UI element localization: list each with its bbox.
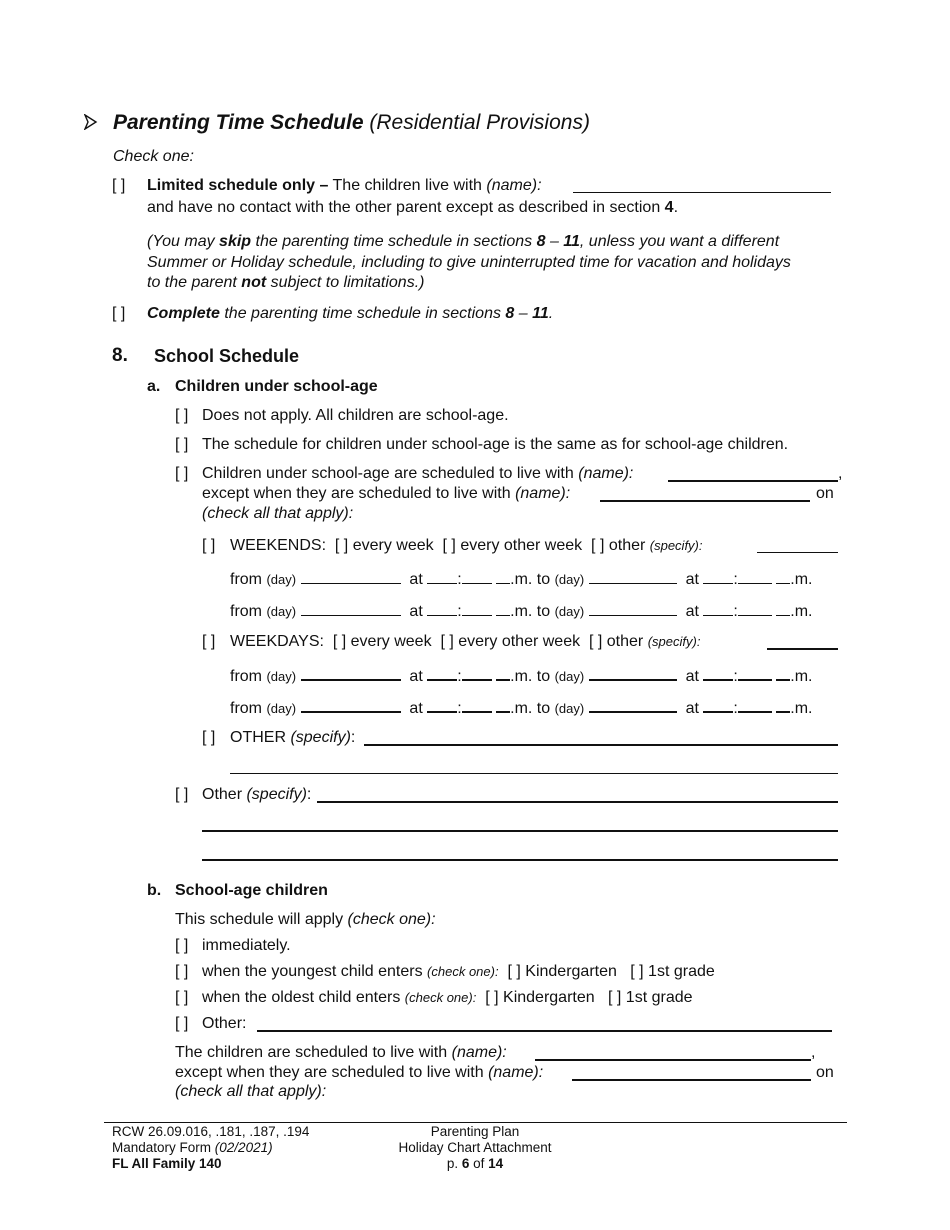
b-immediately-label: immediately. — [202, 937, 291, 954]
b-youngest-row: when the youngest child enters (check one): [ ] Kindergarten [ ] 1st grade — [202, 963, 715, 980]
a-opt3-checkbox[interactable]: [ ] — [175, 465, 189, 482]
a-opt1-checkbox[interactable]: [ ] — [175, 407, 189, 424]
b-oldest-row: when the oldest child enters (check one): [ ] Kindergarten [ ] 1st grade — [202, 989, 693, 1006]
weekdays-from-day-1[interactable] — [301, 664, 401, 681]
weekdays-other-checkbox[interactable]: [ ] — [588, 633, 603, 650]
b-except-text: except when they are scheduled to live with (name): — [175, 1064, 544, 1081]
weekends-to-min-1[interactable] — [738, 568, 772, 584]
weekdays-other-field[interactable] — [767, 648, 838, 650]
weekends-to-hour-1[interactable] — [703, 568, 733, 584]
a-opt1-label: Does not apply. All children are school-age. — [202, 407, 509, 424]
weekdays-from-min-1[interactable] — [462, 664, 492, 681]
a-other-checkbox[interactable]: [ ] — [175, 786, 189, 803]
footer-form-id: FL All Family 140 — [112, 1156, 222, 1172]
weekends-to-min-2[interactable] — [738, 600, 772, 616]
footer-attachment-title: Holiday Chart Attachment — [398, 1140, 552, 1156]
b-other-field[interactable] — [257, 1030, 832, 1032]
weekends-from-hour-2[interactable] — [427, 600, 457, 616]
weekdays-time-row-2: from (day) at : .m. to (day) at : .m. — [230, 696, 812, 719]
a-opt3-label: Children under school-age are scheduled to live with (name): — [202, 465, 634, 482]
b-youngest-1st-grade-checkbox[interactable]: [ ] — [630, 963, 644, 980]
weekdays-to-ampm-1[interactable] — [776, 664, 790, 681]
weekends-to-day-2[interactable] — [589, 600, 677, 616]
a-opt2-label: The schedule for children under school-age is the same as for school-age children. — [202, 436, 789, 453]
a-check-all: (check all that apply): — [202, 505, 354, 522]
a-other-caps-label: OTHER (specify): — [230, 729, 356, 746]
weekdays-from-min-2[interactable] — [462, 696, 492, 713]
weekdays-from-ampm-1[interactable] — [496, 664, 510, 681]
footer-rcw: RCW 26.09.016, .181, .187, .194 — [112, 1124, 310, 1139]
weekdays-to-hour-1[interactable] — [703, 664, 733, 681]
weekends-to-ampm-1[interactable] — [776, 568, 790, 584]
weekends-from-day-1[interactable] — [301, 568, 401, 584]
b-oldest-checkbox[interactable]: [ ] — [175, 989, 189, 1006]
a-other-caps-checkbox[interactable]: [ ] — [202, 729, 216, 746]
subsection-a-title: Children under school-age — [175, 378, 378, 395]
footer-page-number: p. 6 of 14 — [446, 1156, 504, 1172]
weekdays-every-week-checkbox[interactable]: [ ] — [332, 633, 347, 650]
limited-note-line2: Summer or Holiday schedule, including to give uninterrupted time for vacation and holidays — [147, 254, 791, 271]
a-other-field-2[interactable] — [202, 830, 838, 832]
section-heading: Parenting Time Schedule (Residential Provisions) — [113, 111, 590, 134]
limited-name-field[interactable] — [573, 192, 831, 193]
section-8-title: School Schedule — [154, 346, 300, 366]
b-live-with-name-field[interactable] — [535, 1059, 811, 1061]
limited-note-line1: (You may skip the parenting time schedule in sections 8 – 11, unless you want a different — [147, 233, 780, 250]
weekdays-from-hour-2[interactable] — [427, 696, 457, 713]
b-live-with-comma: , — [811, 1044, 816, 1061]
a-other-field-3[interactable] — [202, 859, 838, 861]
weekdays-checkbox[interactable]: [ ] — [202, 633, 216, 650]
weekends-other-checkbox[interactable]: [ ] — [591, 537, 605, 554]
limited-schedule-label: Limited schedule only – The children live with (name): — [147, 177, 542, 194]
footer-mandatory: Mandatory Form (02/2021) — [112, 1140, 273, 1156]
b-except-on: on — [816, 1064, 834, 1081]
weekends-time-row-2: from (day) at : .m. to (day) at : .m. — [230, 600, 812, 622]
weekdays-row: WEEKDAYS: [ ] every week [ ] every other week [ ] other (specify): — [230, 633, 701, 650]
b-other-label: Other: — [202, 1015, 247, 1032]
bullet-arrow-icon — [84, 114, 98, 136]
b-oldest-kindergarten-checkbox[interactable]: [ ] — [485, 989, 499, 1006]
b-other-checkbox[interactable]: [ ] — [175, 1015, 189, 1032]
a-other-caps-field-2[interactable] — [230, 773, 838, 774]
a-opt3-other-name-field[interactable] — [600, 500, 810, 502]
subsection-b-title: School-age children — [175, 882, 328, 899]
weekends-from-hour-1[interactable] — [427, 568, 457, 584]
weekends-time-row-1: from (day) at : .m. to (day) at : .m. — [230, 568, 812, 590]
weekends-from-day-2[interactable] — [301, 600, 401, 616]
weekdays-time-row-1: from (day) at : .m. to (day) at : .m. — [230, 664, 812, 687]
weekdays-from-day-2[interactable] — [301, 696, 401, 713]
weekdays-to-ampm-2[interactable] — [776, 696, 790, 713]
section-8-number: 8. — [112, 345, 128, 366]
weekends-from-min-2[interactable] — [462, 600, 492, 616]
weekends-from-min-1[interactable] — [462, 568, 492, 584]
weekends-checkbox[interactable]: [ ] — [202, 537, 216, 554]
b-check-all: (check all that apply): — [175, 1083, 327, 1100]
b-oldest-1st-grade-checkbox[interactable]: [ ] — [608, 989, 622, 1006]
a-other-caps-field-1[interactable] — [364, 744, 838, 746]
subsection-a-letter: a. — [147, 378, 161, 395]
footer-center — [375, 1124, 575, 1173]
footer-left — [112, 1124, 309, 1173]
limited-schedule-checkbox[interactable]: [ ] — [112, 177, 126, 194]
a-other-label: Other (specify): — [202, 786, 312, 803]
limited-schedule-line2: and have no contact with the other parent except as described in section 4. — [147, 199, 679, 216]
a-opt3-line2: except when they are scheduled to live with (name): — [202, 485, 571, 502]
a-other-field-1[interactable] — [317, 801, 838, 803]
complete-schedule-label: Complete the parenting time schedule in sections 8 – 11. — [147, 305, 554, 322]
weekends-other-field[interactable] — [757, 552, 838, 553]
weekends-to-ampm-2[interactable] — [776, 600, 790, 616]
b-youngest-kindergarten-checkbox[interactable]: [ ] — [507, 963, 521, 980]
b-live-with-text: The children are scheduled to live with (name): — [175, 1044, 507, 1061]
weekends-to-hour-2[interactable] — [703, 600, 733, 616]
weekdays-to-day-1[interactable] — [589, 664, 677, 681]
weekdays-to-day-2[interactable] — [589, 696, 677, 713]
b-immediately-checkbox[interactable]: [ ] — [175, 937, 189, 954]
a-opt3-comma: , — [838, 465, 843, 482]
b-except-name-field[interactable] — [572, 1079, 811, 1081]
a-opt3-on: on — [816, 485, 834, 502]
footer-plan-title: Parenting Plan — [430, 1124, 520, 1139]
a-opt2-checkbox[interactable]: [ ] — [175, 436, 189, 453]
weekends-from-ampm-1[interactable] — [496, 568, 510, 584]
a-opt3-name-field[interactable] — [668, 480, 838, 482]
weekends-every-week-checkbox[interactable]: [ ] — [334, 537, 349, 554]
b-youngest-checkbox[interactable]: [ ] — [175, 963, 189, 980]
weekdays-to-min-1[interactable] — [738, 664, 772, 681]
weekdays-from-ampm-2[interactable] — [496, 696, 510, 713]
weekends-to-day-1[interactable] — [589, 568, 677, 584]
footer-divider — [104, 1122, 847, 1123]
weekdays-every-other-week-checkbox[interactable]: [ ] — [440, 633, 454, 650]
weekdays-to-min-2[interactable] — [738, 696, 772, 713]
weekends-every-other-week-checkbox[interactable]: [ ] — [442, 537, 456, 554]
limited-note-line3: to the parent not subject to limitations.) — [147, 274, 425, 291]
subsection-b-letter: b. — [147, 882, 162, 899]
weekends-from-ampm-2[interactable] — [496, 600, 510, 616]
weekdays-to-hour-2[interactable] — [703, 696, 733, 713]
complete-schedule-checkbox[interactable]: [ ] — [112, 305, 126, 322]
weekends-row: WEEKENDS: [ ] every week [ ] every other week [ ] other (specify): — [230, 537, 703, 554]
check-one-instruction: Check one: — [113, 148, 194, 165]
weekdays-from-hour-1[interactable] — [427, 664, 457, 681]
b-applies-text: This schedule will apply (check one): — [175, 911, 436, 928]
